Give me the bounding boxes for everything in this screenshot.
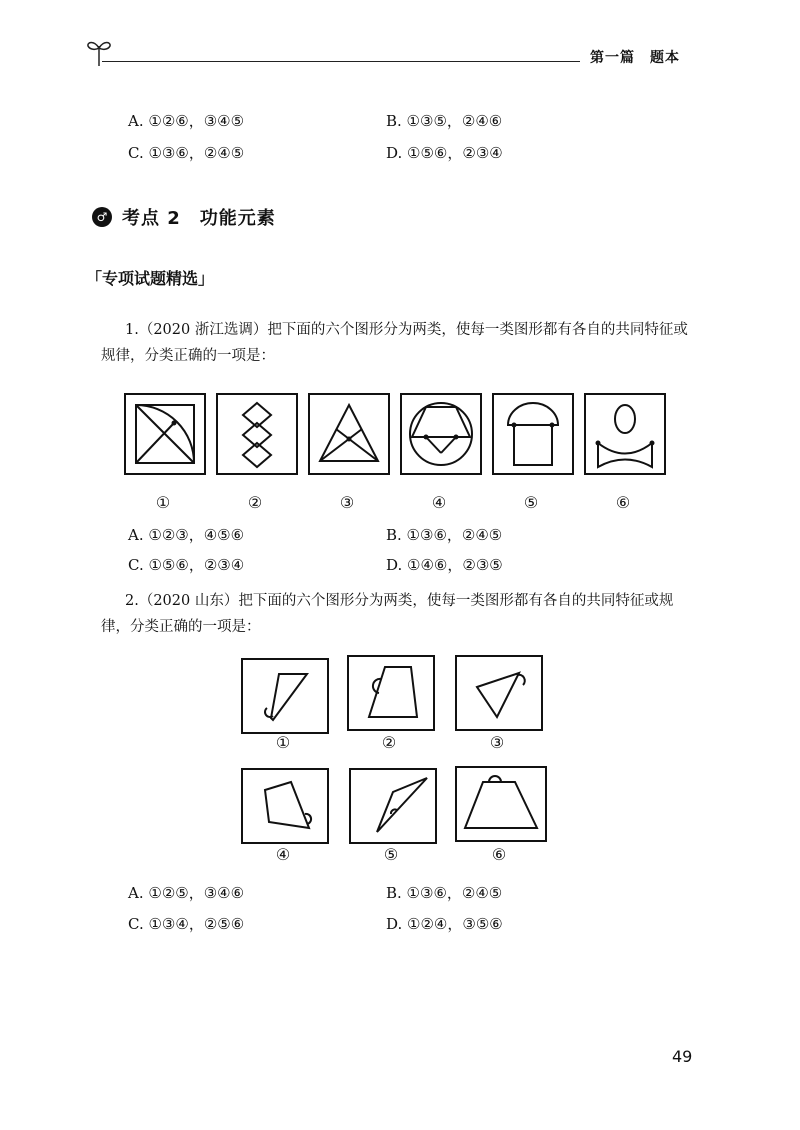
q1-figure-3 bbox=[308, 393, 390, 475]
question-2-text: 2.（2020 山东）把下面的六个图形分为两类，使每一类图形都有各自的共同特征或规律，分类正确的一项是： bbox=[101, 593, 674, 635]
q2-label-5: ⑤ bbox=[383, 845, 399, 864]
subheading: 「专项试题精选」 bbox=[86, 269, 215, 288]
q2-label-6: ⑥ bbox=[491, 845, 507, 864]
q1-figure-6 bbox=[584, 393, 666, 475]
question-1-text: 1.（2020 浙江选调）把下面的六个图形分为两类，使每一类图形都有各自的共同特征或规律，分类正确的一项是： bbox=[101, 322, 688, 364]
q2-figure-2 bbox=[347, 655, 435, 731]
q1-label-6: ⑥ bbox=[615, 493, 631, 512]
q1-figure-5 bbox=[492, 393, 574, 475]
q1-label-5: ⑤ bbox=[523, 493, 539, 512]
q2-figure-5 bbox=[349, 768, 437, 844]
q2-option-c: C. ①③④，②⑤⑥ bbox=[128, 915, 245, 933]
q1-option-b: B. ①③⑥，②④⑤ bbox=[386, 526, 503, 544]
q2-figure-3 bbox=[455, 655, 543, 731]
sprout-icon bbox=[84, 36, 114, 68]
section-badge-icon: ♂ bbox=[92, 207, 112, 227]
q1-figure-4 bbox=[400, 393, 482, 475]
q1-figure-2 bbox=[216, 393, 298, 475]
q2-figure-4 bbox=[241, 768, 329, 844]
header-rule bbox=[102, 61, 580, 62]
header-title: 第一篇 题本 bbox=[590, 50, 680, 66]
prev-option-c: C. ①③⑥，②④⑤ bbox=[128, 144, 245, 162]
q2-option-b: B. ①③⑥，②④⑤ bbox=[386, 884, 503, 902]
section-heading bbox=[92, 204, 276, 230]
q1-option-d: D. ①④⑥，②③⑤ bbox=[386, 556, 503, 574]
q2-label-2: ② bbox=[381, 733, 397, 752]
q2-figure-6 bbox=[455, 766, 547, 842]
q2-label-3: ③ bbox=[489, 733, 505, 752]
q2-label-1: ① bbox=[275, 733, 291, 752]
section-title: 考点 2 功能元素 bbox=[122, 208, 276, 229]
q1-figure-1 bbox=[124, 393, 206, 475]
q2-option-a: A. ①②⑤，③④⑥ bbox=[128, 884, 245, 902]
q2-figure-1 bbox=[241, 658, 329, 734]
q1-label-2: ② bbox=[247, 493, 263, 512]
q1-label-1: ① bbox=[155, 493, 171, 512]
q1-label-3: ③ bbox=[339, 493, 355, 512]
q2-label-4: ④ bbox=[275, 845, 291, 864]
prev-option-b: B. ①③⑤，②④⑥ bbox=[386, 112, 503, 130]
q1-option-a: A. ①②③，④⑤⑥ bbox=[128, 526, 245, 544]
q2-option-d: D. ①②④，③⑤⑥ bbox=[386, 915, 503, 933]
prev-option-a: A. ①②⑥，③④⑤ bbox=[128, 112, 245, 130]
q1-label-4: ④ bbox=[431, 493, 447, 512]
q1-option-c: C. ①⑤⑥，②③④ bbox=[128, 556, 245, 574]
prev-option-d: D. ①⑤⑥，②③④ bbox=[386, 144, 503, 162]
page-number: 49 bbox=[672, 1047, 693, 1066]
